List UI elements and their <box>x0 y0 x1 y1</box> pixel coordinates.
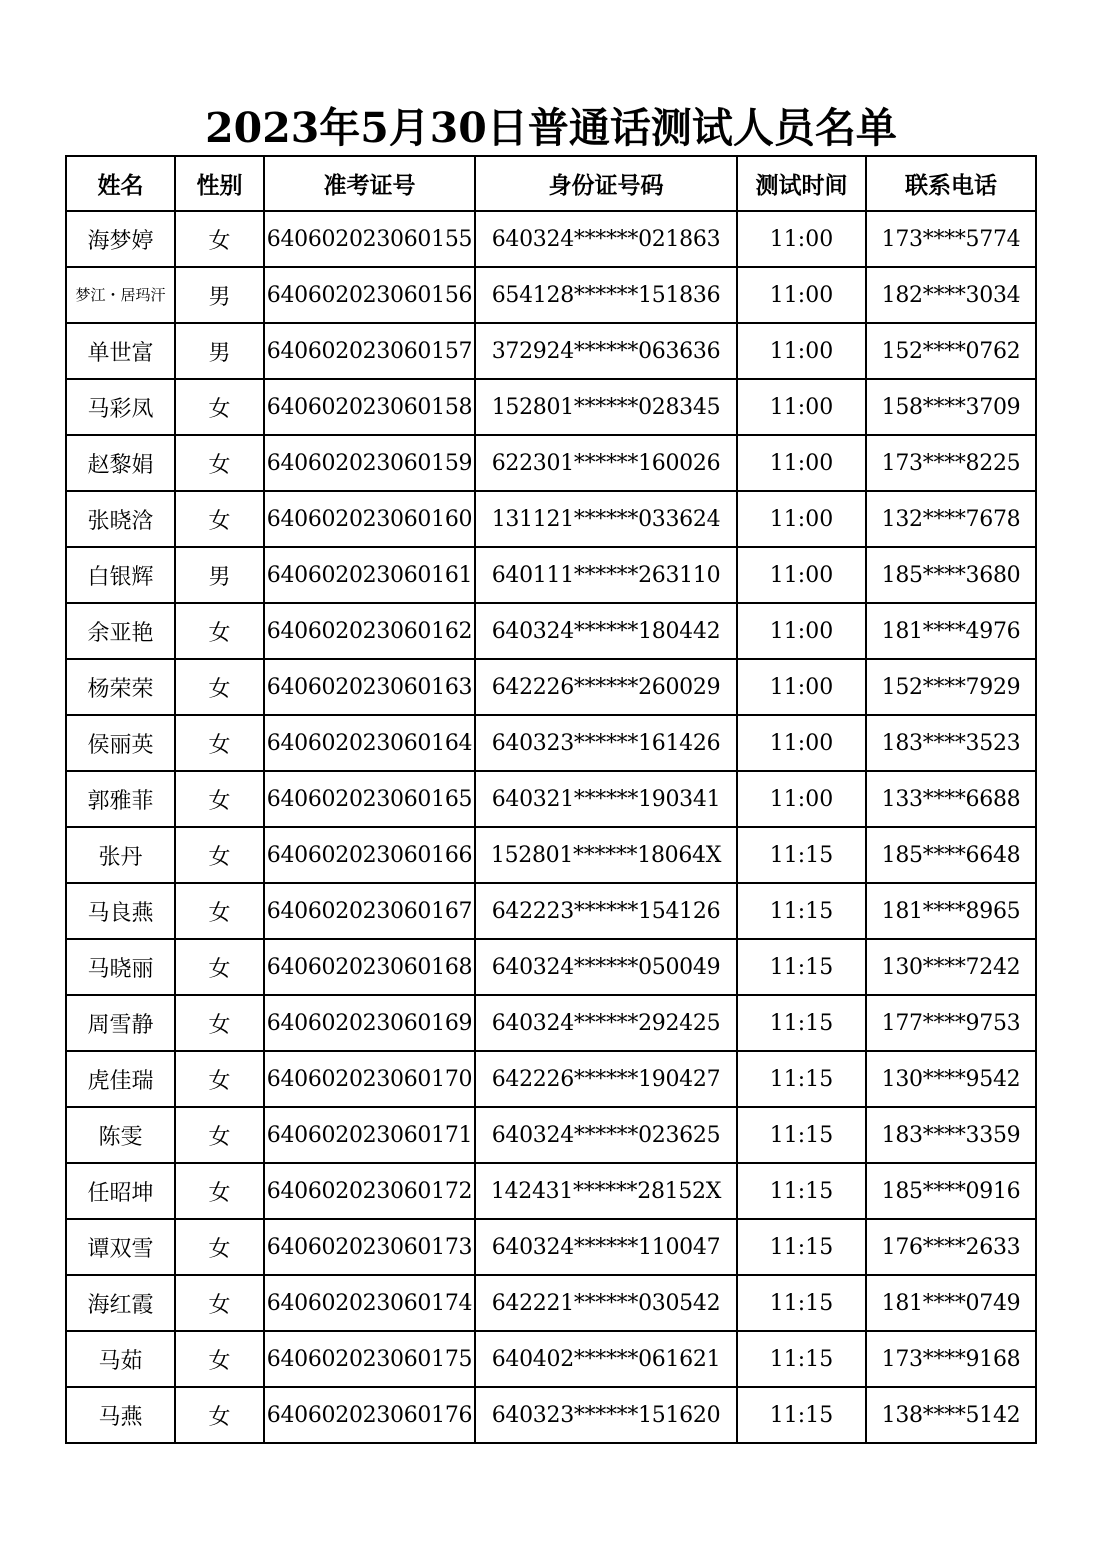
cell-phone: 185****3680 <box>866 547 1036 603</box>
cell-gender: 女 <box>175 1275 264 1331</box>
cell-exam-number: 640602023060157 <box>264 323 475 379</box>
cell-phone: 181****4976 <box>866 603 1036 659</box>
cell-gender: 男 <box>175 547 264 603</box>
cell-id-number: 372924******063636 <box>475 323 737 379</box>
cell-gender: 女 <box>175 435 264 491</box>
cell-exam-number: 640602023060168 <box>264 939 475 995</box>
cell-exam-number: 640602023060171 <box>264 1107 475 1163</box>
cell-id-number: 642226******190427 <box>475 1051 737 1107</box>
cell-name: 马良燕 <box>66 883 175 939</box>
cell-name: 马燕 <box>66 1387 175 1443</box>
cell-test-time: 11:15 <box>737 1331 866 1387</box>
cell-name: 马彩凤 <box>66 379 175 435</box>
cell-phone: 176****2633 <box>866 1219 1036 1275</box>
cell-test-time: 11:15 <box>737 939 866 995</box>
header-id-number: 身份证号码 <box>475 156 737 211</box>
cell-id-number: 152801******028345 <box>475 379 737 435</box>
cell-phone: 183****3523 <box>866 715 1036 771</box>
table-row <box>66 1163 1036 1219</box>
cell-test-time: 11:00 <box>737 491 866 547</box>
cell-test-time: 11:15 <box>737 995 866 1051</box>
cell-name: 任昭坤 <box>66 1163 175 1219</box>
cell-test-time: 11:15 <box>737 1051 866 1107</box>
cell-gender: 女 <box>175 1107 264 1163</box>
cell-id-number: 640324******050049 <box>475 939 737 995</box>
cell-id-number: 642221******030542 <box>475 1275 737 1331</box>
cell-phone: 183****3359 <box>866 1107 1036 1163</box>
cell-gender: 女 <box>175 1163 264 1219</box>
cell-gender: 女 <box>175 659 264 715</box>
cell-id-number: 640324******021863 <box>475 211 737 267</box>
cell-name: 虎佳瑞 <box>66 1051 175 1107</box>
cell-phone: 138****5142 <box>866 1387 1036 1443</box>
cell-name: 侯丽英 <box>66 715 175 771</box>
cell-name: 单世富 <box>66 323 175 379</box>
cell-id-number: 640324******180442 <box>475 603 737 659</box>
cell-phone: 182****3034 <box>866 267 1036 323</box>
cell-test-time: 11:15 <box>737 1107 866 1163</box>
cell-gender: 女 <box>175 939 264 995</box>
table-row <box>66 435 1036 491</box>
cell-name: 张丹 <box>66 827 175 883</box>
cell-phone: 185****0916 <box>866 1163 1036 1219</box>
cell-name: 赵黎娟 <box>66 435 175 491</box>
cell-exam-number: 640602023060155 <box>264 211 475 267</box>
cell-exam-number: 640602023060159 <box>264 435 475 491</box>
cell-id-number: 622301******160026 <box>475 435 737 491</box>
cell-id-number: 642223******154126 <box>475 883 737 939</box>
cell-gender: 女 <box>175 379 264 435</box>
cell-test-time: 11:15 <box>737 1387 866 1443</box>
cell-phone: 185****6648 <box>866 827 1036 883</box>
cell-gender: 女 <box>175 1387 264 1443</box>
cell-gender: 女 <box>175 1219 264 1275</box>
cell-gender: 女 <box>175 211 264 267</box>
table-body <box>66 211 1036 1443</box>
table-row <box>66 883 1036 939</box>
cell-test-time: 11:00 <box>737 547 866 603</box>
table-row <box>66 547 1036 603</box>
cell-test-time: 11:00 <box>737 267 866 323</box>
cell-id-number: 640324******023625 <box>475 1107 737 1163</box>
header-test-time: 测试时间 <box>737 156 866 211</box>
cell-gender: 女 <box>175 883 264 939</box>
header-phone: 联系电话 <box>866 156 1036 211</box>
table-row <box>66 1107 1036 1163</box>
cell-name: 白银辉 <box>66 547 175 603</box>
cell-gender: 男 <box>175 267 264 323</box>
cell-exam-number: 640602023060160 <box>264 491 475 547</box>
cell-id-number: 640324******110047 <box>475 1219 737 1275</box>
page-title: 2023年5月30日普通话测试人员名单 <box>205 104 897 152</box>
cell-name: 马晓丽 <box>66 939 175 995</box>
cell-test-time: 11:00 <box>737 435 866 491</box>
cell-name: 谭双雪 <box>66 1219 175 1275</box>
cell-id-number: 142431******28152X <box>475 1163 737 1219</box>
cell-test-time: 11:00 <box>737 323 866 379</box>
cell-id-number: 131121******033624 <box>475 491 737 547</box>
table-row <box>66 603 1036 659</box>
cell-id-number: 640321******190341 <box>475 771 737 827</box>
cell-phone: 152****0762 <box>866 323 1036 379</box>
cell-phone: 177****9753 <box>866 995 1036 1051</box>
cell-name: 杨荣荣 <box>66 659 175 715</box>
cell-gender: 女 <box>175 603 264 659</box>
cell-gender: 女 <box>175 995 264 1051</box>
cell-exam-number: 640602023060170 <box>264 1051 475 1107</box>
cell-test-time: 11:00 <box>737 603 866 659</box>
header-name: 姓名 <box>66 156 175 211</box>
cell-gender: 女 <box>175 1051 264 1107</box>
roster-table <box>65 155 1037 1444</box>
cell-gender: 女 <box>175 1331 264 1387</box>
cell-name: 海梦婷 <box>66 211 175 267</box>
table-row <box>66 1275 1036 1331</box>
cell-name: 陈雯 <box>66 1107 175 1163</box>
cell-test-time: 11:00 <box>737 715 866 771</box>
cell-id-number: 642226******260029 <box>475 659 737 715</box>
cell-phone: 132****7678 <box>866 491 1036 547</box>
header-gender: 性别 <box>175 156 264 211</box>
cell-phone: 173****8225 <box>866 435 1036 491</box>
cell-test-time: 11:00 <box>737 659 866 715</box>
cell-test-time: 11:15 <box>737 1219 866 1275</box>
cell-phone: 130****9542 <box>866 1051 1036 1107</box>
cell-phone: 130****7242 <box>866 939 1036 995</box>
cell-test-time: 11:15 <box>737 827 866 883</box>
table-row <box>66 827 1036 883</box>
cell-test-time: 11:00 <box>737 379 866 435</box>
cell-exam-number: 640602023060174 <box>264 1275 475 1331</box>
cell-phone: 152****7929 <box>866 659 1036 715</box>
table-row <box>66 659 1036 715</box>
cell-exam-number: 640602023060173 <box>264 1219 475 1275</box>
table-row <box>66 211 1036 267</box>
cell-name: 周雪静 <box>66 995 175 1051</box>
cell-phone: 173****9168 <box>866 1331 1036 1387</box>
cell-exam-number: 640602023060175 <box>264 1331 475 1387</box>
cell-gender: 女 <box>175 827 264 883</box>
cell-phone: 158****3709 <box>866 379 1036 435</box>
cell-exam-number: 640602023060162 <box>264 603 475 659</box>
cell-id-number: 152801******18064X <box>475 827 737 883</box>
cell-exam-number: 640602023060172 <box>264 1163 475 1219</box>
table-row <box>66 771 1036 827</box>
cell-exam-number: 640602023060167 <box>264 883 475 939</box>
cell-name: 张晓浛 <box>66 491 175 547</box>
cell-exam-number: 640602023060176 <box>264 1387 475 1443</box>
table-row <box>66 323 1036 379</box>
table-row <box>66 939 1036 995</box>
cell-test-time: 11:15 <box>737 1275 866 1331</box>
table-row <box>66 1051 1036 1107</box>
cell-exam-number: 640602023060166 <box>264 827 475 883</box>
cell-test-time: 11:00 <box>737 211 866 267</box>
cell-exam-number: 640602023060156 <box>264 267 475 323</box>
cell-test-time: 11:15 <box>737 1163 866 1219</box>
table-row <box>66 267 1036 323</box>
table-row <box>66 491 1036 547</box>
table-header-row <box>66 156 1036 211</box>
cell-id-number: 640323******151620 <box>475 1387 737 1443</box>
cell-exam-number: 640602023060161 <box>264 547 475 603</box>
table-row <box>66 715 1036 771</box>
table-row <box>66 379 1036 435</box>
cell-id-number: 640323******161426 <box>475 715 737 771</box>
cell-name: 马茹 <box>66 1331 175 1387</box>
header-exam-number: 准考证号 <box>264 156 475 211</box>
cell-test-time: 11:15 <box>737 883 866 939</box>
cell-phone: 133****6688 <box>866 771 1036 827</box>
cell-name: 郭雅菲 <box>66 771 175 827</box>
cell-name: 海红霞 <box>66 1275 175 1331</box>
cell-gender: 女 <box>175 715 264 771</box>
table-row <box>66 1219 1036 1275</box>
cell-id-number: 654128******151836 <box>475 267 737 323</box>
cell-exam-number: 640602023060165 <box>264 771 475 827</box>
table-row <box>66 1387 1036 1443</box>
cell-exam-number: 640602023060158 <box>264 379 475 435</box>
cell-phone: 181****8965 <box>866 883 1036 939</box>
cell-phone: 173****5774 <box>866 211 1036 267</box>
cell-name: 梦江・居玛汗 <box>66 267 175 323</box>
table-row <box>66 1331 1036 1387</box>
cell-exam-number: 640602023060164 <box>264 715 475 771</box>
cell-exam-number: 640602023060169 <box>264 995 475 1051</box>
cell-gender: 女 <box>175 491 264 547</box>
cell-gender: 男 <box>175 323 264 379</box>
cell-phone: 181****0749 <box>866 1275 1036 1331</box>
cell-name: 余亚艳 <box>66 603 175 659</box>
cell-test-time: 11:00 <box>737 771 866 827</box>
cell-id-number: 640111******263110 <box>475 547 737 603</box>
cell-exam-number: 640602023060163 <box>264 659 475 715</box>
cell-id-number: 640402******061621 <box>475 1331 737 1387</box>
table-row <box>66 995 1036 1051</box>
cell-id-number: 640324******292425 <box>475 995 737 1051</box>
cell-gender: 女 <box>175 771 264 827</box>
